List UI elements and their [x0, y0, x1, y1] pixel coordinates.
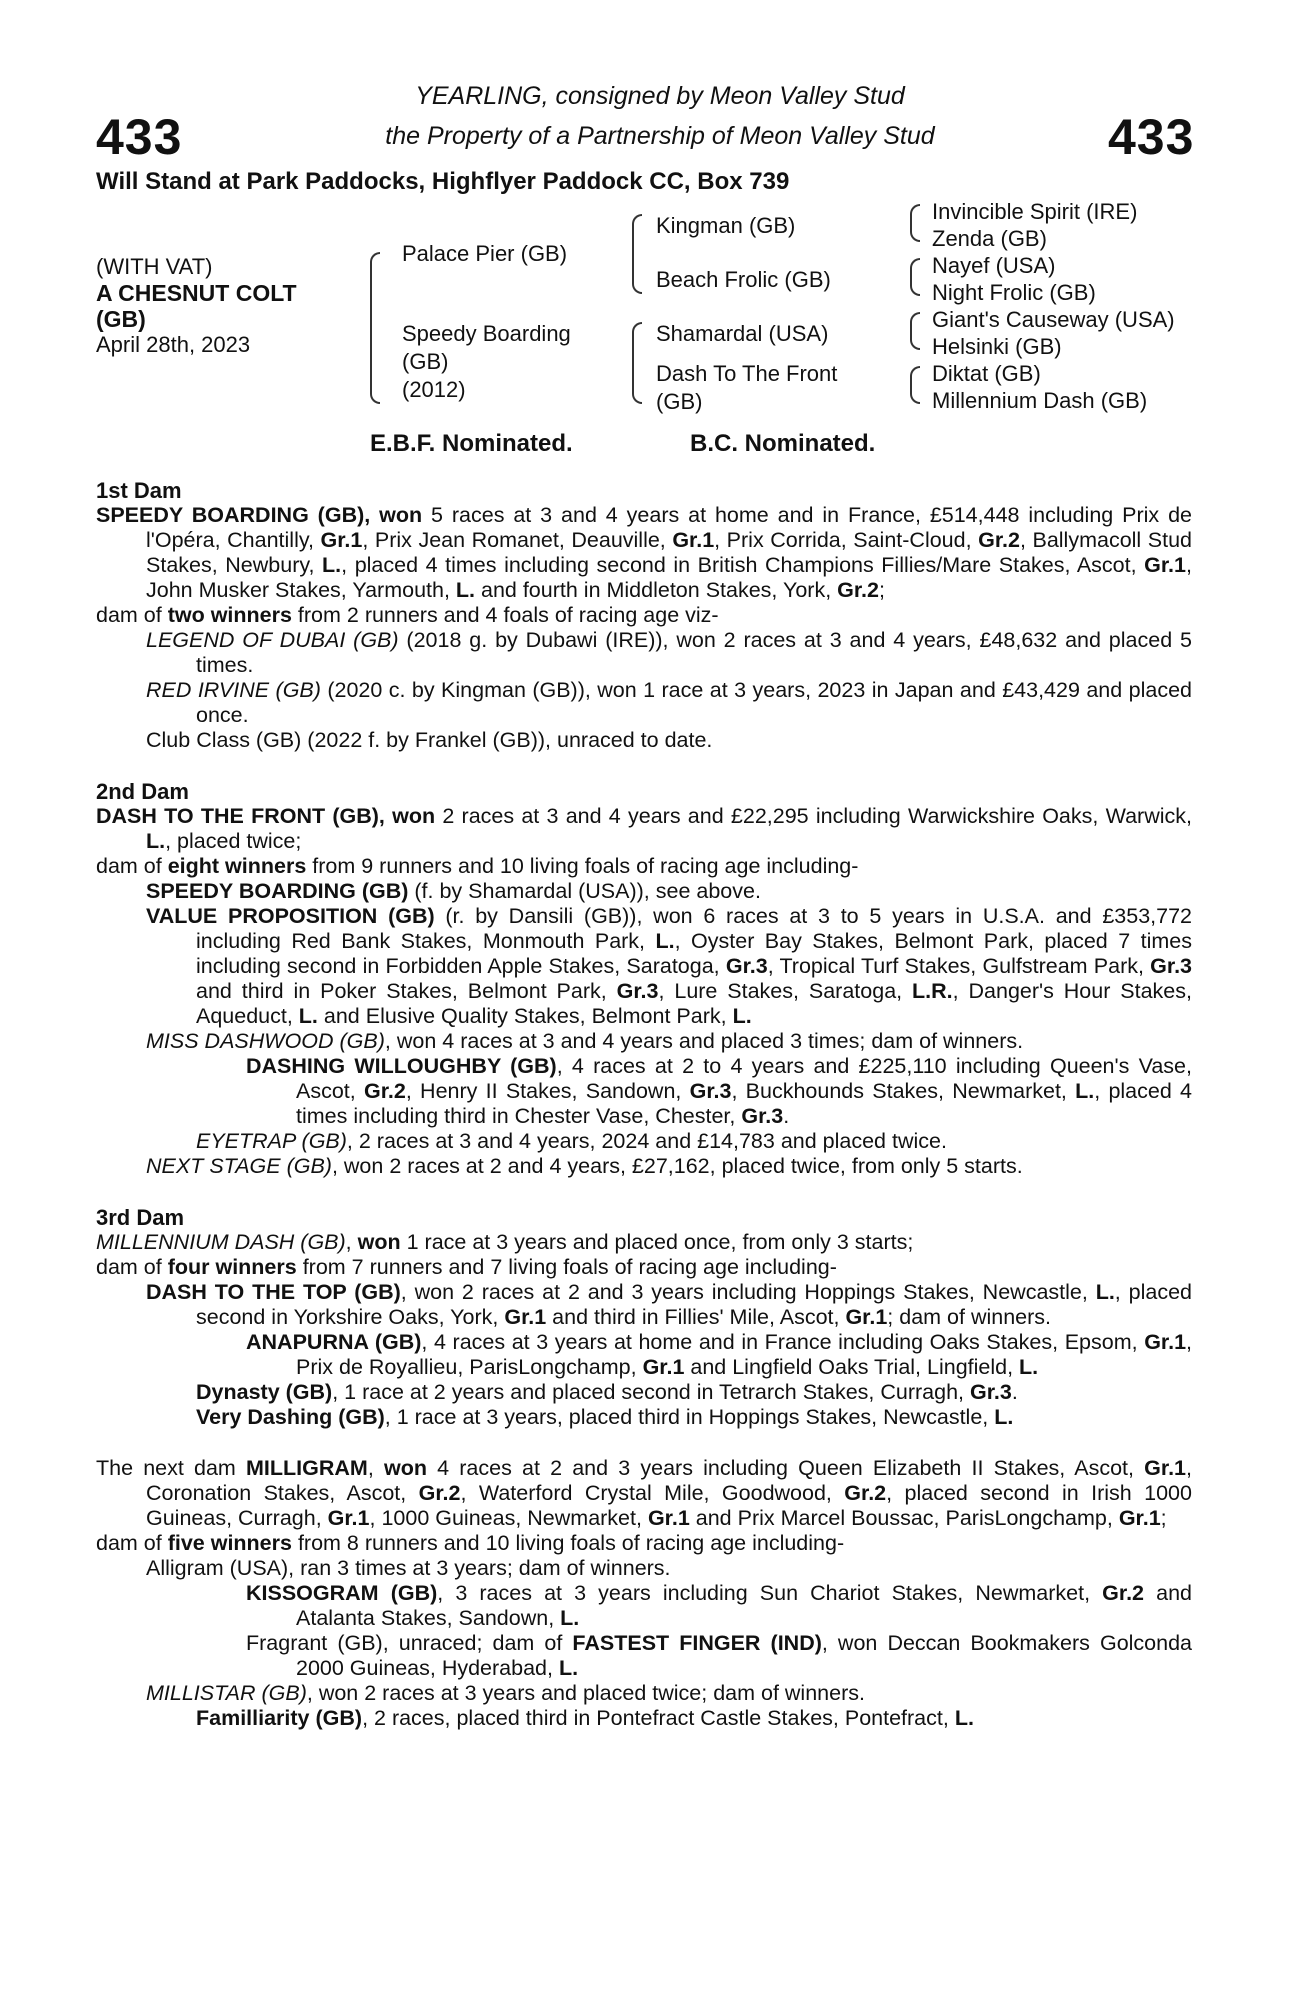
- pedigree-brace-3d: [910, 366, 920, 404]
- next-dam-produce-item: MILLISTAR (GB), won 2 races at 3 years and placed twice; dam of winners.: [146, 1681, 865, 1705]
- produce-record: [96, 478, 1192, 1731]
- dam2-produce-item: SPEEDY BOARDING (GB) (f. by Shamardal (USA)), see above.: [146, 879, 761, 903]
- dam3-record: MILLENNIUM DASH (GB), won 1 race at 3 years and placed once, from only 3 starts;: [96, 1230, 914, 1254]
- section-heading-1st-dam: 1st Dam: [96, 478, 182, 503]
- dam-sire: Shamardal (USA): [656, 321, 829, 346]
- horse-name: A CHESNUT COLT: [96, 280, 297, 306]
- dam1-produce-item: Club Class (GB) (2022 f. by Frankel (GB)), unraced to date.: [146, 728, 713, 752]
- next-dam-produce-item: Alligram (USA), ran 3 times at 3 years; dam of winners.: [146, 1556, 671, 1580]
- dam1-produce-item: LEGEND OF DUBAI (GB) (2018 g. by Dubawi (IRE)), won 2 races at 3 and 4 years, £48,632 and placed 5 times.: [146, 628, 1192, 677]
- dam3-grandproduce-item: Dynasty (GB), 1 race at 2 years and placed second in Tetrarch Stakes, Curragh, Gr.3.: [196, 1380, 1018, 1404]
- ss-sire: Invincible Spirit (IRE): [932, 199, 1138, 224]
- next-dam-record: The next dam MILLIGRAM, won 4 races at 2 and 3 years including Queen Elizabeth II Stakes, Ascot, Gr.1, Coronation Stakes, Ascot, Gr.2, Waterford Crystal Mile, Goodwood, Gr.2, placed second in Irish 1000 Guineas, Curragh, Gr.1, 1000 Guineas, Newmarket, Gr.1 and Prix Marcel Boussac, ParisLongchamp, Gr.1;: [96, 1456, 1192, 1530]
- dam3-produce-summary: dam of four winners from 7 runners and 7 living foals of racing age including-: [96, 1255, 837, 1279]
- section-heading-3rd-dam: 3rd Dam: [96, 1205, 185, 1230]
- dam-year: (2012): [402, 377, 466, 402]
- dam-dam-name: Dash To The Front: [656, 361, 838, 386]
- dam3-grandproduce-item: Very Dashing (GB), 1 race at 3 years, placed third in Hoppings Stakes, Newcastle, L.: [196, 1405, 1014, 1429]
- pedigree-brace-3b: [910, 258, 920, 296]
- dd-dam: Millennium Dash (GB): [932, 388, 1148, 413]
- lot-number-left: 433: [96, 109, 183, 165]
- dam-dam-country: (GB): [656, 389, 703, 414]
- dam3-produce-item: DASH TO THE TOP (GB), won 2 races at 2 and 3 years including Hoppings Stakes, Newcastle, L., placed second in Yorkshire Oaks, York, Gr.1 and third in Fillies' Mile, Ascot, Gr.1; dam of winners.: [146, 1280, 1192, 1329]
- pedigree-brace-dam: [632, 322, 642, 404]
- bc-nominated: B.C. Nominated.: [690, 430, 876, 457]
- dam2-grandproduce-item: DASHING WILLOUGHBY (GB), 4 races at 2 to 4 years and £225,110 including Queen's Vase, Ascot, Gr.2, Henry II Stakes, Sandown, Gr.3, Buckhounds Stakes, Newmarket, L., placed 4 times including third in Chester Vase, Chester, Gr.3.: [246, 1054, 1192, 1128]
- dam2-produce-item: MISS DASHWOOD (GB), won 4 races at 3 and 4 years and placed 3 times; dam of winners.: [146, 1029, 1024, 1053]
- dd-sire: Diktat (GB): [932, 361, 1041, 386]
- foaling-date: April 28th, 2023: [96, 332, 251, 357]
- dam1-produce-item: RED IRVINE (GB) (2020 c. by Kingman (GB)), won 1 race at 3 years, 2023 in Japan and £43,429 and placed once.: [146, 678, 1192, 727]
- dam-name: Speedy Boarding: [402, 321, 571, 346]
- sd-sire: Nayef (USA): [932, 253, 1056, 278]
- pedigree-brace-gen1: [370, 252, 380, 404]
- next-dam-produce-summary: dam of five winners from 8 runners and 10 living foals of racing age including-: [96, 1531, 845, 1555]
- dam-block: [402, 320, 571, 404]
- dam-country: (GB): [402, 349, 449, 374]
- dam2-record: DASH TO THE FRONT (GB), won 2 races at 3 and 4 years and £22,295 including Warwickshire Oaks, Warwick, L., placed twice;: [96, 804, 1192, 853]
- consignor-line: YEARLING, consigned by Meon Valley Stud: [415, 82, 905, 110]
- ds-sire: Giant's Causeway (USA): [932, 307, 1175, 332]
- next-dam-grandproduce-item: KISSOGRAM (GB), 3 races at 3 years including Sun Chariot Stakes, Newmarket, Gr.2 and Atalanta Stakes, Sandown, L.: [246, 1581, 1192, 1630]
- dam2-produce-item: VALUE PROPOSITION (GB) (r. by Dansili (GB)), won 6 races at 3 to 5 years in U.S.A. and £353,772 including Red Bank Stakes, Monmouth Park, L., Oyster Bay Stakes, Belmont Park, placed 7 times including second in Forbidden Apple Stakes, Saratoga, Gr.3, Tropical Turf Stakes, Gulfstream Park, Gr.3 and third in Poker Stakes, Belmont Park, Gr.3, Lure Stakes, Saratoga, L.R., Danger's Hour Stakes, Aqueduct, L. and Elusive Quality Stakes, Belmont Park, L.: [146, 904, 1193, 1028]
- stand-location: Will Stand at Park Paddocks, Highflyer Paddock CC, Box 739: [96, 168, 790, 195]
- dam2-grandproduce-item: EYETRAP (GB), 2 races at 3 and 4 years, 2024 and £14,783 and placed twice.: [196, 1129, 947, 1153]
- pedigree-brace-sire: [632, 214, 642, 294]
- ebf-nominated: E.B.F. Nominated.: [370, 430, 573, 457]
- property-line: the Property of a Partnership of Meon Valley Stud: [385, 122, 935, 150]
- ds-dam: Helsinki (GB): [932, 334, 1062, 359]
- pedigree-brace-3a: [910, 204, 920, 242]
- sd-dam: Night Frolic (GB): [932, 280, 1096, 305]
- sire-dam: Beach Frolic (GB): [656, 267, 831, 292]
- dam2-produce-item: NEXT STAGE (GB), won 2 races at 2 and 4 years, £27,162, placed twice, from only 5 starts.: [146, 1154, 1023, 1178]
- horse-country: (GB): [96, 306, 146, 332]
- dam2-produce-summary: dam of eight winners from 9 runners and 10 living foals of racing age including-: [96, 854, 859, 878]
- ss-dam: Zenda (GB): [932, 226, 1047, 251]
- dam1-produce-summary: dam of two winners from 2 runners and 4 foals of racing age viz-: [96, 603, 719, 627]
- next-dam-grandproduce-item: Fragrant (GB), unraced; dam of FASTEST FINGER (IND), won Deccan Bookmakers Golconda 2000 Guineas, Hyderabad, L.: [246, 1631, 1193, 1680]
- sire-sire: Kingman (GB): [656, 213, 796, 238]
- next-dam-grandproduce-item: Familliarity (GB), 2 races, placed third in Pontefract Castle Stakes, Pontefract, L.: [196, 1706, 974, 1730]
- dam-dam: [656, 360, 837, 416]
- dam1-record: SPEEDY BOARDING (GB), won 5 races at 3 and 4 years at home and in France, £514,448 including Prix de l'Opéra, Chantilly, Gr.1, Prix Jean Romanet, Deauville, Gr.1, Prix Corrida, Saint-Cloud, Gr.2, Ballymacoll Stud Stakes, Newbury, L., placed 4 times including second in British Champions Fillies/Mare Stakes, Ascot, Gr.1, John Musker Stakes, Yarmouth, L. and fourth in Middleton Stakes, York, Gr.2;: [96, 503, 1192, 602]
- lot-number-right: 433: [1108, 109, 1195, 165]
- horse-block: [96, 254, 297, 358]
- dam3-grandproduce-item: ANAPURNA (GB), 4 races at 3 years at home and in France including Oaks Stakes, Epsom, Gr.1, Prix de Royallieu, ParisLongchamp, Gr.1 and Lingfield Oaks Trial, Lingfield, L.: [246, 1330, 1193, 1379]
- section-heading-2nd-dam: 2nd Dam: [96, 779, 189, 804]
- pedigree-brace-3c: [910, 312, 920, 350]
- sire: Palace Pier (GB): [402, 241, 568, 266]
- vat-note: (WITH VAT): [96, 254, 213, 279]
